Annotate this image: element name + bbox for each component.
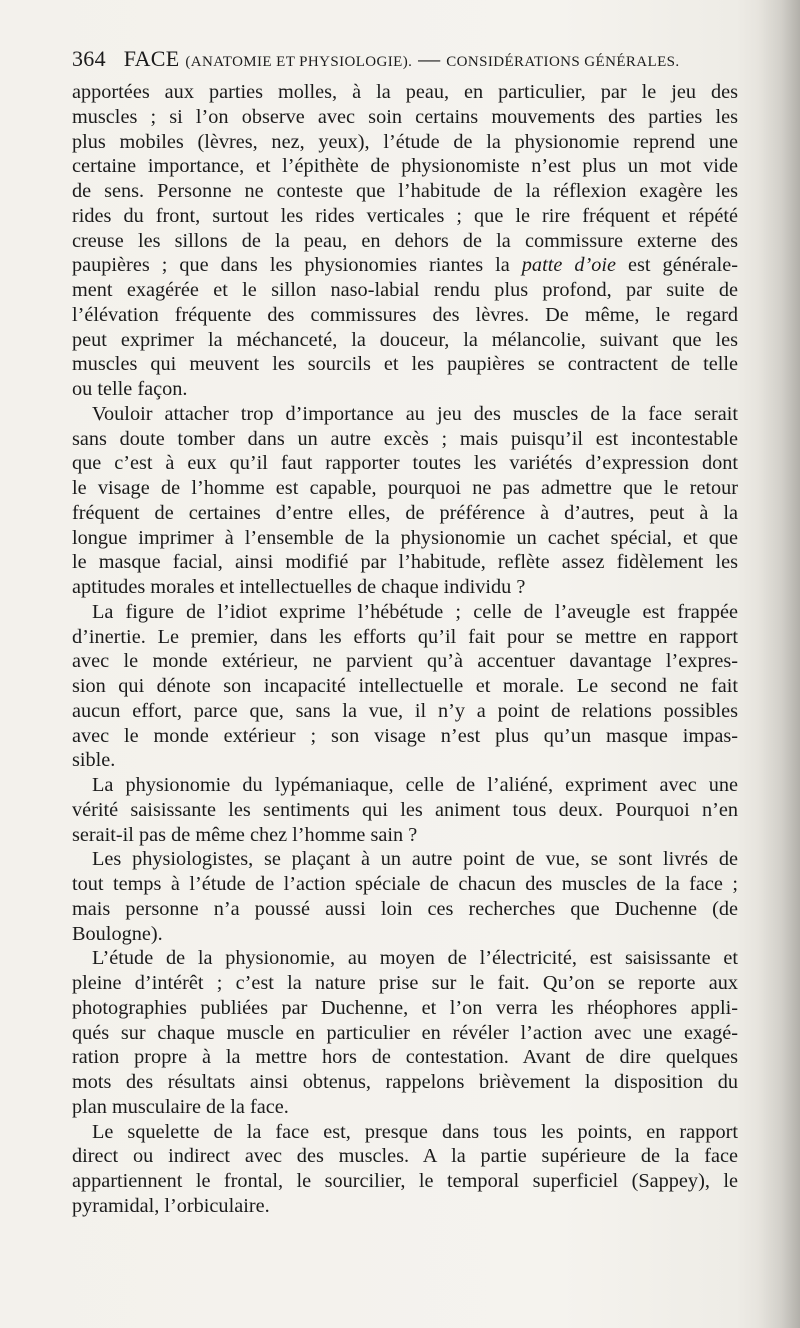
text-line: pleine d’intérêt ; c’est la nature prise sur le fait. Qu’on se reporte aux [72,972,738,994]
page-gutter-shadow [758,0,800,1328]
text-line-pre: paupières ; que dans les physionomies riantes la [72,254,522,277]
text-line: ration propre à la mettre hors de contestation. Avant de dire quelques [72,1046,738,1069]
text-line: fréquent de certaines d’entre elles, de préférence à d’autres, peut à la [72,501,738,524]
header-title-paren: (ANATOMIE ET PHYSIOLOGIE). [185,54,413,70]
italic-term: patte d’oie [521,254,617,277]
text-line: Le squelette de la face est, presque dans tous les points, en rapport [92,1120,738,1143]
text-line-post: est générale- [616,254,738,277]
text-line [72,253,738,278]
body-text [72,80,738,1219]
text-line: le visage de l’homme est capable, pourquoi ne pas admettre que le retour [72,477,738,499]
text-line: Les physiologistes, se plaçant à un autre point de vue, se sont livrés de [92,848,738,871]
text-line: appartiennent le frontal, le sourcilier, le temporal superficiel (Sappey), le [72,1170,738,1192]
text-line: Boulogne). [72,922,163,945]
text-line: plus mobiles (lèvres, nez, yeux), l’étude de la physionomie reprend une [72,130,738,153]
text-line: pyramidal, l’orbiculaire. [72,1194,270,1217]
text-line: longue imprimer à l’ensemble de la physionomie un cachet spécial, et que [72,526,738,549]
text-line: mais personne n’a poussé aussi loin ces recherches que Duchenne (de [72,897,738,920]
text-line: apportées aux parties molles, à la peau, en particulier, par le jeu des [72,81,738,103]
text-line: aucun effort, parce que, sans la vue, il n’y a point de relations possibles [72,699,738,722]
text-line: l’élévation fréquente des commissures des lèvres. De même, le regard [72,303,738,326]
header-dash: — [418,46,441,71]
text-line: vérité saisissante les sentiments qui les animent tous deux. Pourquoi n’en [72,798,738,821]
text-line: muscles ; si l’on observe avec soin certains mouvements des parties les [72,105,738,128]
text-line: avec le monde extérieur, ne parvient qu’à accentuer davantage l’expres- [72,650,738,673]
text-line: que c’est à eux qu’il faut rapporter toutes les variétés d’expression dont [72,452,738,475]
header-title-rest: CONSIDÉRATIONS GÉNÉRALES. [446,54,680,70]
text-line: Vouloir attacher trop d’importance au jeu des muscles de la face serait [92,402,738,425]
text-line: L’étude de la physionomie, au moyen de l’électricité, est saisissante et [92,947,738,970]
text-line: de sens. Personne ne conteste que l’habitude de la réflexion exagère les [72,180,738,202]
text-line: photographies publiées par Duchenne, et l’on verra les rhéophores appli- [72,996,738,1019]
header-title-main: FACE [123,46,180,71]
running-header [72,46,752,72]
text-line: ou telle façon. [72,378,188,400]
text-line: sible. [72,749,116,772]
text-line: qués sur chaque muscle en particulier en révéler l’action avec une exagé- [72,1021,738,1044]
text-line: tout temps à l’étude de l’action spéciale de chacun des muscles de la face ; [72,873,738,895]
text-line: certaine importance, et l’épithète de physionomiste n’est plus un mot vide [72,155,738,178]
text-line: sion qui dénote son incapacité intellectuelle et morale. Le second ne fait [72,675,738,697]
text-line: peut exprimer la méchanceté, la douceur, la mélancolie, suivant que les [72,328,738,351]
text-line: muscles qui meuvent les sourcils et les paupières se contractent de telle [72,353,738,376]
text-line: ment exagérée et le sillon naso-labial rendu plus profond, par suite de [72,279,738,301]
text-line: avec le monde extérieur ; son visage n’est plus qu’un masque impas- [72,724,738,747]
text-line: creuse les sillons de la peau, en dehors de la commissure externe des [72,229,738,252]
text-line: rides du front, surtout les rides verticales ; que le rire fréquent et répété [72,204,738,227]
text-line: aptitudes morales et intellectuelles de chaque individu ? [72,576,526,598]
text-line: serait-il pas de même chez l’homme sain ? [72,823,418,846]
text-line: sans doute tomber dans un autre excès ; mais puisqu’il est incontestable [72,427,738,450]
text-line: plan musculaire de la face. [72,1095,289,1118]
text-line: le masque facial, ainsi modifié par l’habitude, reflète assez fidèlement les [72,551,738,574]
text-line: d’inertie. Le premier, dans les efforts qu’il fait pour se mettre en rapport [72,625,738,648]
text-line: mots des résultats ainsi obtenus, rappelons brièvement la disposition du [72,1071,738,1093]
text-line: direct ou indirect avec des muscles. A la partie supérieure de la face [72,1145,738,1168]
page-number: 364 [72,46,106,71]
text-line: La figure de l’idiot exprime l’hébétude ; celle de l’aveugle est frappée [92,600,738,623]
text-line: La physionomie du lypémaniaque, celle de l’aliéné, expriment avec une [92,774,738,796]
